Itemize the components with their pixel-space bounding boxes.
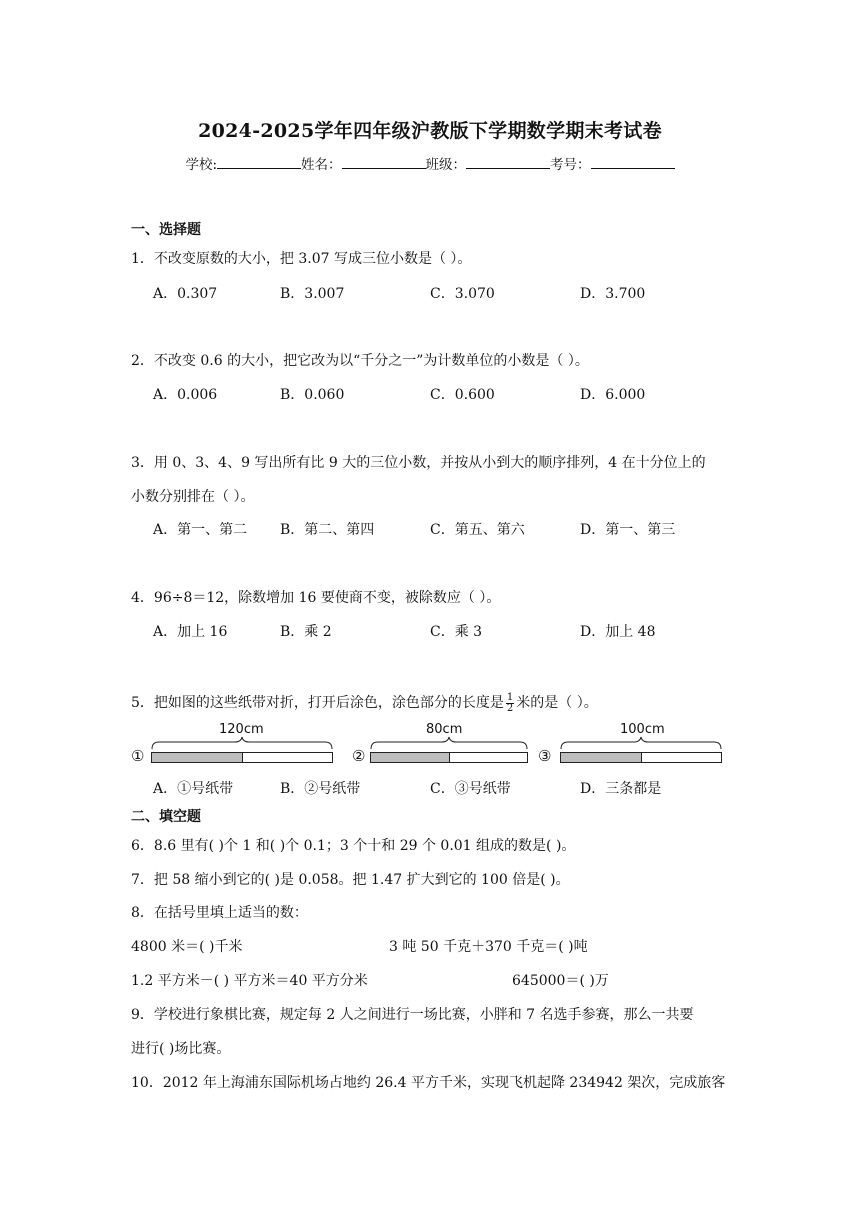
fraction-numerator: 1: [506, 691, 514, 703]
strip-3-marker: ③: [538, 747, 552, 765]
q5-option-b[interactable]: B．②号纸带: [280, 781, 361, 797]
q1-option-c[interactable]: C．3.070: [430, 286, 495, 302]
strip-3-length: 100cm: [620, 722, 665, 737]
q2-option-a[interactable]: A．0.006: [153, 387, 218, 403]
q3-option-b[interactable]: B．第二、第四: [280, 522, 375, 538]
number-blank[interactable]: [591, 155, 675, 169]
strip-2-shaded: [371, 753, 450, 762]
strip-3-body: [560, 752, 722, 763]
student-info-line: [0, 153, 860, 173]
strip-2-brace: [370, 736, 528, 750]
paper-strip-1: [131, 722, 336, 768]
class-blank[interactable]: [466, 155, 550, 169]
strip-2-marker: ②: [352, 747, 366, 765]
q8-row2-item-a: 1.2 平方米－( ) 平方米＝40 平方分米: [131, 973, 368, 989]
question-1: 1．不改变原数的大小，把 3.07 写成三位小数是（ ）。: [131, 251, 472, 267]
q1-option-b[interactable]: B．3.007: [280, 286, 345, 302]
question-4: 4．96÷8＝12，除数增加 16 要使商不变，被除数应（ ）。: [131, 590, 501, 606]
section-fill-heading: 二、填空题: [131, 809, 201, 825]
strip-1-marker: ①: [131, 747, 145, 765]
question-9-line-2: 进行( )场比赛。: [131, 1041, 231, 1057]
question-9-line-1: 9．学校进行象棋比赛，规定每 2 人之间进行一场比赛，小胖和 7 名选手参赛，那么一共要: [131, 1007, 694, 1023]
question-3-line-1: 3．用 0、3、4、9 写出所有比 9 大的三位小数，并按从小到大的顺序排列，4 在十分位上的: [131, 455, 706, 471]
q4-option-d[interactable]: D．加上 48: [580, 624, 656, 640]
strip-1-body: [151, 752, 333, 763]
q5-option-a[interactable]: A．①号纸带: [153, 781, 234, 797]
q5-text-after: 米的是（ ）。: [516, 695, 598, 711]
question-10: 10．2012 年上海浦东国际机场占地约 26.4 平方千米，实现飞机起降 234942 架次，完成旅客: [131, 1075, 726, 1091]
strip-1-shaded: [152, 753, 243, 762]
q8-row1-item-b: 3 吨 50 千克＋370 千克＝( )吨: [389, 939, 588, 955]
q3-option-d[interactable]: D．第一、第三: [580, 522, 676, 538]
q1-option-a[interactable]: A．0.307: [153, 286, 218, 302]
strip-3-shaded: [561, 753, 642, 762]
question-5: [131, 692, 598, 714]
question-7: 7．把 58 缩小到它的( )是 0.058。把 1.47 扩大到它的 100 倍是( )。: [131, 872, 570, 888]
name-label: 姓名：: [301, 157, 342, 173]
paper-strip-2: [352, 722, 527, 768]
q8-row1-item-a: 4800 米＝( )千米: [131, 939, 243, 955]
strip-1-length: 120cm: [219, 722, 264, 737]
question-6: 6．8.6 里有( )个 1 和( )个 0.1；3 个十和 29 个 0.01 组成的数是( )。: [131, 838, 576, 854]
school-blank[interactable]: [217, 155, 301, 169]
q2-option-b[interactable]: B．0.060: [280, 387, 345, 403]
fraction-one-half: [506, 693, 514, 714]
number-label: 考号：: [550, 157, 591, 173]
q8-row2-item-b: 645000＝( )万: [512, 973, 609, 989]
q3-option-c[interactable]: C．第五、第六: [430, 522, 525, 538]
q5-option-c[interactable]: C．③号纸带: [430, 781, 511, 797]
q3-option-a[interactable]: A．第一、第二: [153, 522, 248, 538]
q2-option-d[interactable]: D．6.000: [580, 387, 646, 403]
section-choice-heading: 一、选择题: [131, 222, 201, 238]
question-2: 2．不改变 0.6 的大小，把它改为以“千分之一”为计数单位的小数是（ ）。: [131, 353, 589, 369]
q4-option-a[interactable]: A．加上 16: [153, 624, 228, 640]
question-3-line-2: 小数分别排在（ ）。: [131, 489, 255, 505]
q2-option-c[interactable]: C．0.600: [430, 387, 495, 403]
name-blank[interactable]: [342, 155, 426, 169]
strip-3-brace: [560, 736, 722, 750]
q5-text-before: 5．把如图的这些纸带对折，打开后涂色，涂色部分的长度是: [131, 695, 504, 711]
strip-2-body: [370, 752, 528, 763]
q5-option-d[interactable]: D．三条都是: [580, 781, 662, 797]
strip-2-length: 80cm: [426, 722, 463, 737]
page-title: 2024-2025学年四年级沪教版下学期数学期末考试卷: [198, 120, 662, 142]
fraction-denominator: 2: [506, 702, 514, 714]
paper-strip-3: [538, 722, 724, 768]
q1-option-d[interactable]: D．3.700: [580, 286, 646, 302]
q4-option-c[interactable]: C．乘 3: [430, 624, 483, 640]
strip-1-brace: [151, 736, 333, 750]
q4-option-b[interactable]: B．乘 2: [280, 624, 332, 640]
school-label: 学校:: [185, 157, 218, 173]
class-label: 班级：: [425, 157, 467, 173]
question-8: 8．在括号里填上适当的数：: [131, 905, 308, 921]
